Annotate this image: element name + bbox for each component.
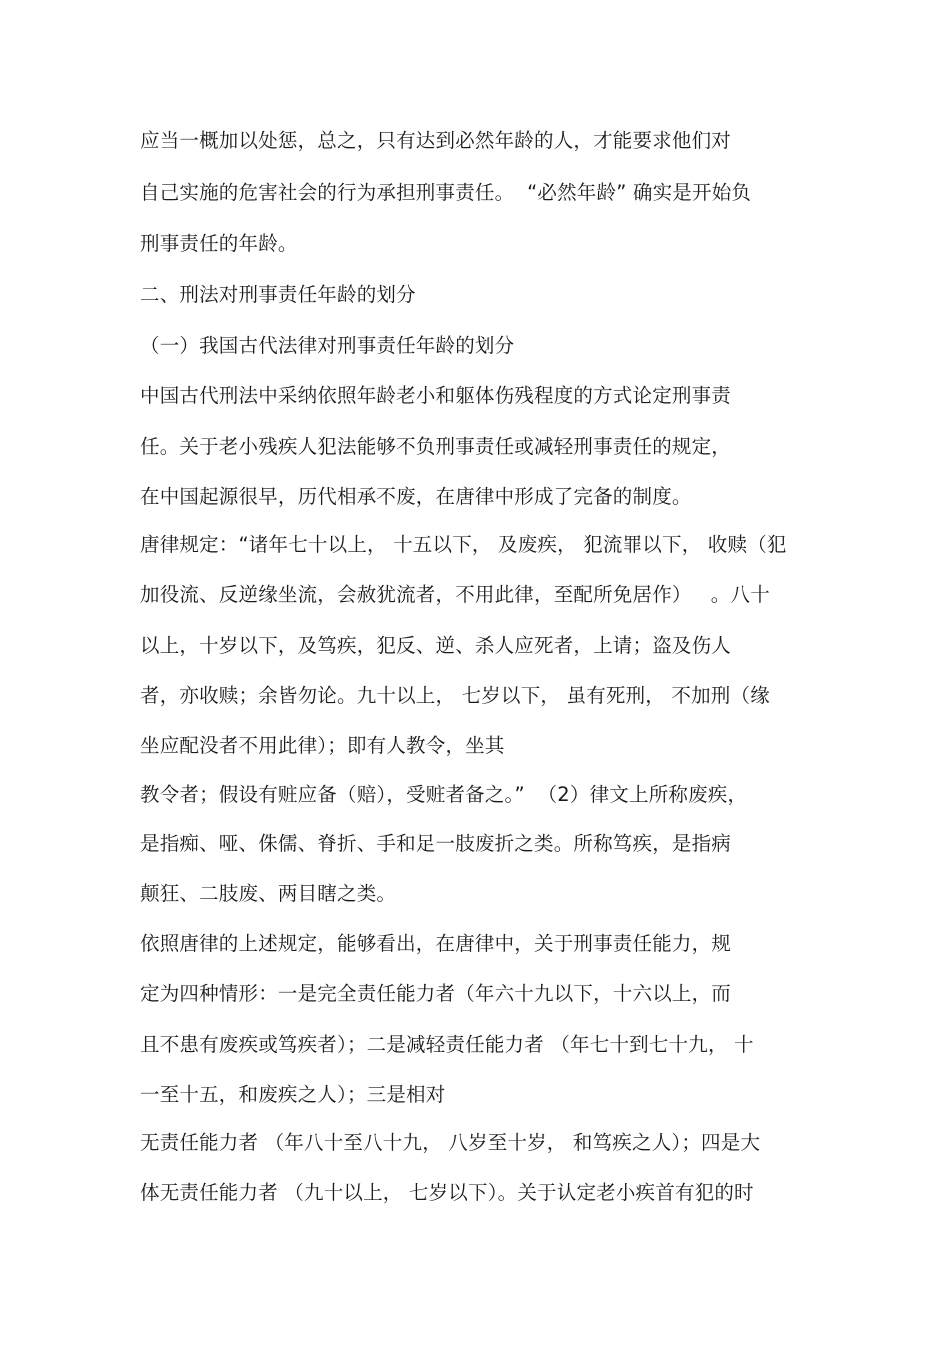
text-line-16: 颠狂、二肢废、两目瞎之类。	[140, 882, 397, 905]
text-line-15: 是指痴、哑、侏儒、脊折、手和足一肢废折之类。所称笃疾，是指病	[140, 832, 732, 855]
text-line-13: 坐应配没者不用此律）；即有人教令，坐其	[140, 734, 505, 757]
text-line-22: 体无责任能力者 （九十以上， 七岁以下）。关于认定老小疾首有犯的时	[140, 1181, 754, 1204]
text-line-17: 依照唐律的上述规定，能够看出，在唐律中，关于刑事责任能力，规	[140, 932, 732, 955]
text-line-6: 中国古代刑法中采纳依照年龄老小和躯体伤残程度的方式论定刑事责	[140, 384, 732, 407]
text-line-1: 应当一概加以处惩，总之，只有达到必然年龄的人，才能要求他们对	[140, 129, 732, 152]
text-line-21: 无责任能力者 （年八十至八十九， 八岁至十岁， 和笃疾之人）；四是大	[140, 1131, 761, 1154]
text-line-12: 者，亦收赎；余皆勿论。九十以上， 七岁以下， 虽有死刑， 不加刑（缘	[140, 684, 770, 707]
section-heading: 二、刑法对刑事责任年龄的划分	[140, 283, 416, 306]
text-line-18: 定为四种情形：一是完全责任能力者（年六十九以下，十六以上，而	[140, 982, 732, 1005]
text-line-9: 唐律规定：“诸年七十以上， 十五以下， 及废疾， 犯流罪以下， 收赎（犯	[140, 533, 787, 556]
text-line-10: 加役流、反逆缘坐流，会赦犹流者，不用此律，至配所免居作） 。八十	[140, 583, 770, 606]
text-line-8: 在中国起源很早，历代相承不废，在唐律中形成了完备的制度。	[140, 485, 692, 508]
text-line-2: 自己实施的危害社会的行为承担刑事责任。 “必然年龄” 确实是开始负	[140, 181, 752, 204]
text-line-20: 一至十五，和废疾之人）；三是相对	[140, 1083, 446, 1106]
text-line-3: 刑事责任的年龄。	[140, 232, 298, 255]
text-line-19: 且不患有废疾或笃疾者）；二是减轻责任能力者 （年七十到七十九， 十	[140, 1033, 754, 1056]
text-line-14: 教令者；假设有赃应备（赔），受赃者备之。” （2）律文上所称废疾，	[140, 783, 748, 806]
text-line-11: 以上，十岁以下，及笃疾，犯反、逆、杀人应死者，上请；盗及伤人	[140, 634, 732, 657]
subsection-heading: （一）我国古代法律对刑事责任年龄的划分	[140, 334, 515, 357]
text-line-7: 任。关于老小残疾人犯法能够不负刑事责任或减轻刑事责任的规定，	[140, 435, 732, 458]
